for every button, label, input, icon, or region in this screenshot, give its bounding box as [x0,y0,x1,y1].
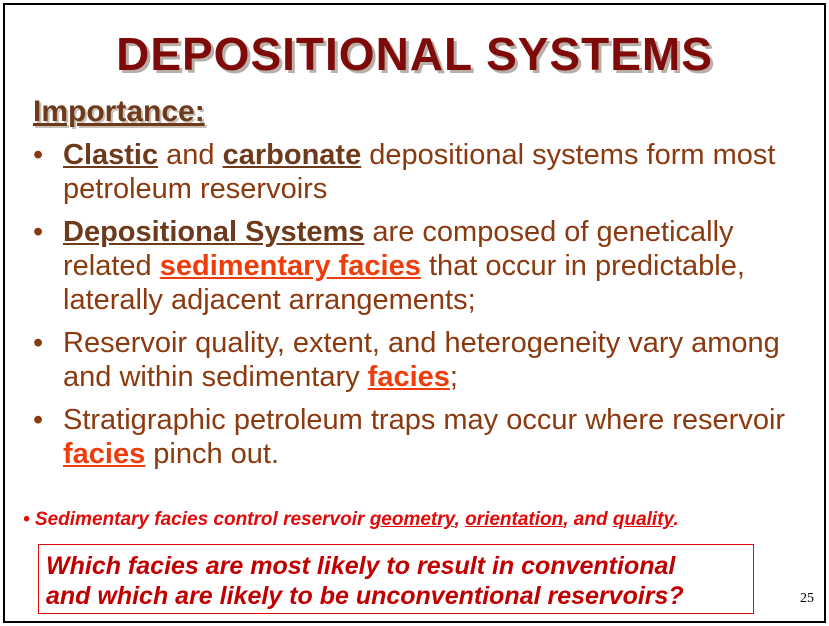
bullet-text: Stratigraphic petroleum traps may occur where reservoir [63,404,786,436]
bullet-item [29,138,809,206]
slide [3,3,826,623]
bullet-dot: • [33,216,44,248]
question-box [38,544,754,614]
slide-title: DEPOSITIONAL SYSTEMS [116,28,713,80]
note-keyword-quality: quality [612,509,674,530]
bullet-text: are composed of genetically related [63,216,734,282]
bullet-dot: • [33,327,44,359]
question-line: Which facies are most likely to result in conventional [46,552,676,580]
keyword-sedimentary-facies: sedimentary facies [159,250,421,282]
bullet-list [29,138,809,480]
question-line: and which are likely to be unconventional reservoirs? [46,582,684,610]
note-text: , [454,509,466,530]
note-text: • Sedimentary facies control reservoir [23,509,370,530]
keyword-clastic: Clastic [63,139,159,171]
bullet-text: depositional systems form most petroleum reservoirs [63,139,776,205]
keyword-facies: facies [367,361,450,393]
keyword-depositional-systems: Depositional Systems [63,216,365,248]
bullet-item [29,326,809,394]
facies-note [23,509,823,531]
bullet-dot: • [33,139,44,171]
bullet-text: Reservoir quality, extent, and heterogeneity vary among and within sedimentary [63,327,780,393]
importance-heading: Importance: [33,95,205,128]
bullet-text: ; [449,361,458,393]
note-text: . [673,509,679,530]
bullet-item [29,215,809,317]
bullet-text: and [158,139,223,171]
note-keyword-geometry: geometry [369,509,455,530]
page-number: 25 [800,591,814,606]
bullet-item [29,403,809,471]
note-keyword-orientation: orientation [465,509,564,530]
keyword-carbonate: carbonate [222,139,362,171]
keyword-facies: facies [63,438,146,470]
bullet-text: that occur in predictable, laterally adjacent arrangements; [63,250,745,316]
note-text: , and [563,509,613,530]
bullet-text: pinch out. [145,438,280,470]
bullet-dot: • [33,404,44,436]
